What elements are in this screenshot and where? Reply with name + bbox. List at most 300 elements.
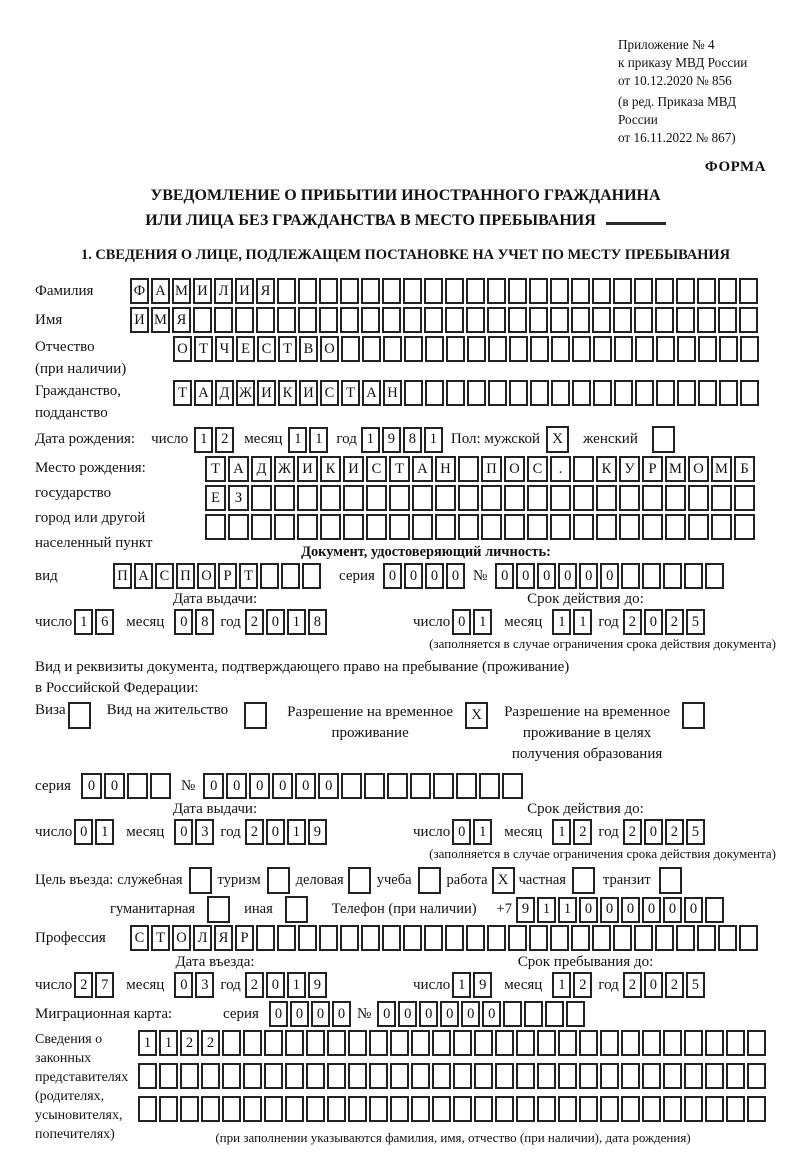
form-cell[interactable] (481, 485, 502, 511)
form-cell[interactable]: И (299, 380, 318, 406)
form-cell[interactable]: 0 (272, 773, 293, 799)
form-cell[interactable]: 9 (473, 972, 492, 998)
form-cell[interactable] (504, 485, 525, 511)
form-cell[interactable] (425, 380, 444, 406)
form-cell[interactable] (458, 514, 479, 540)
form-cell[interactable]: У (619, 456, 640, 482)
form-cell[interactable] (474, 1030, 493, 1056)
form-cell[interactable]: 2 (74, 972, 93, 998)
form-cell[interactable]: Е (205, 485, 226, 511)
form-cell[interactable]: 0 (404, 563, 423, 589)
form-cell[interactable] (705, 1096, 724, 1122)
form-cell[interactable] (274, 514, 295, 540)
form-cell[interactable] (571, 925, 590, 951)
form-cell[interactable] (719, 380, 738, 406)
sex-female-checkbox[interactable] (652, 426, 675, 453)
form-cell[interactable] (433, 773, 454, 799)
form-cell[interactable] (747, 1030, 766, 1056)
form-cell[interactable]: О (172, 925, 191, 951)
form-cell[interactable]: 0 (295, 773, 316, 799)
form-cell[interactable] (635, 380, 654, 406)
form-cell[interactable] (747, 1063, 766, 1089)
form-cell[interactable]: С (130, 925, 149, 951)
form-cell[interactable] (306, 1096, 325, 1122)
form-cell[interactable] (382, 925, 401, 951)
form-cell[interactable]: П (176, 563, 195, 589)
form-cell[interactable]: С (366, 456, 387, 482)
form-cell[interactable]: А (412, 456, 433, 482)
form-cell[interactable]: Я (214, 925, 233, 951)
form-cell[interactable] (285, 1096, 304, 1122)
form-cell[interactable] (697, 925, 716, 951)
form-cell[interactable]: 1 (452, 972, 471, 998)
form-cell[interactable]: Д (251, 456, 272, 482)
form-cell[interactable] (487, 925, 506, 951)
form-cell[interactable] (446, 336, 465, 362)
form-cell[interactable] (235, 307, 254, 333)
form-cell[interactable] (285, 1030, 304, 1056)
form-cell[interactable] (509, 380, 528, 406)
form-cell[interactable]: 1 (361, 427, 380, 453)
form-cell[interactable]: 2 (215, 427, 234, 453)
form-cell[interactable] (642, 1030, 661, 1056)
form-cell[interactable]: 0 (174, 819, 193, 845)
form-cell[interactable] (369, 1096, 388, 1122)
form-cell[interactable] (425, 336, 444, 362)
form-cell[interactable]: 1 (194, 427, 213, 453)
form-cell[interactable]: Я (256, 278, 275, 304)
form-cell[interactable] (390, 1063, 409, 1089)
form-cell[interactable]: 0 (81, 773, 102, 799)
form-cell[interactable] (537, 1030, 556, 1056)
form-cell[interactable] (600, 1030, 619, 1056)
form-cell[interactable] (327, 1063, 346, 1089)
form-cell[interactable] (435, 514, 456, 540)
form-cell[interactable] (298, 925, 317, 951)
form-cell[interactable] (340, 307, 359, 333)
form-cell[interactable]: 0 (440, 1001, 459, 1027)
form-cell[interactable] (274, 485, 295, 511)
form-cell[interactable]: 0 (266, 972, 285, 998)
form-cell[interactable] (502, 773, 523, 799)
form-cell[interactable]: 3 (195, 972, 214, 998)
form-cell[interactable] (383, 336, 402, 362)
form-cell[interactable]: Б (734, 456, 755, 482)
form-cell[interactable] (688, 514, 709, 540)
form-cell[interactable] (453, 1096, 472, 1122)
form-cell[interactable] (341, 336, 360, 362)
form-cell[interactable] (551, 380, 570, 406)
form-cell[interactable]: П (481, 456, 502, 482)
form-cell[interactable] (516, 1096, 535, 1122)
form-cell[interactable] (404, 380, 423, 406)
form-cell[interactable]: 0 (383, 563, 402, 589)
form-cell[interactable] (550, 514, 571, 540)
form-cell[interactable]: Р (235, 925, 254, 951)
form-cell[interactable]: 1 (138, 1030, 157, 1056)
form-cell[interactable]: 6 (95, 609, 114, 635)
form-cell[interactable] (411, 1030, 430, 1056)
form-cell[interactable]: 0 (644, 819, 663, 845)
form-cell[interactable]: 8 (308, 609, 327, 635)
form-cell[interactable] (348, 1096, 367, 1122)
form-cell[interactable]: 0 (377, 1001, 396, 1027)
form-cell[interactable] (551, 336, 570, 362)
form-cell[interactable] (432, 1063, 451, 1089)
form-cell[interactable] (343, 514, 364, 540)
form-cell[interactable] (719, 336, 738, 362)
form-cell[interactable] (481, 514, 502, 540)
form-cell[interactable] (264, 1030, 283, 1056)
form-cell[interactable]: 0 (266, 609, 285, 635)
form-cell[interactable] (366, 485, 387, 511)
form-cell[interactable] (579, 1096, 598, 1122)
form-cell[interactable] (688, 485, 709, 511)
form-cell[interactable]: 2 (245, 972, 264, 998)
form-cell[interactable] (341, 773, 362, 799)
form-cell[interactable] (509, 336, 528, 362)
form-cell[interactable] (530, 336, 549, 362)
form-cell[interactable]: 2 (665, 609, 684, 635)
form-cell[interactable] (348, 1030, 367, 1056)
form-cell[interactable] (634, 278, 653, 304)
form-cell[interactable] (327, 1030, 346, 1056)
form-cell[interactable] (390, 1030, 409, 1056)
form-cell[interactable] (214, 307, 233, 333)
form-cell[interactable]: М (151, 307, 170, 333)
form-cell[interactable]: М (172, 278, 191, 304)
purpose-private-checkbox[interactable] (572, 867, 595, 894)
form-cell[interactable] (545, 1001, 564, 1027)
form-cell[interactable] (488, 380, 507, 406)
form-cell[interactable] (369, 1063, 388, 1089)
form-cell[interactable]: 1 (287, 819, 306, 845)
form-cell[interactable] (366, 514, 387, 540)
form-cell[interactable]: 2 (201, 1030, 220, 1056)
form-cell[interactable] (432, 1030, 451, 1056)
form-cell[interactable] (508, 925, 527, 951)
form-cell[interactable]: 0 (398, 1001, 417, 1027)
form-cell[interactable]: Д (215, 380, 234, 406)
form-cell[interactable] (348, 1063, 367, 1089)
form-cell[interactable] (256, 307, 275, 333)
form-cell[interactable]: 2 (573, 972, 592, 998)
form-cell[interactable] (705, 1030, 724, 1056)
form-cell[interactable] (411, 1063, 430, 1089)
form-cell[interactable] (508, 278, 527, 304)
form-cell[interactable] (467, 336, 486, 362)
form-cell[interactable] (382, 278, 401, 304)
form-cell[interactable]: 1 (552, 972, 571, 998)
form-cell[interactable] (302, 563, 321, 589)
form-cell[interactable] (205, 514, 226, 540)
form-cell[interactable] (403, 278, 422, 304)
form-cell[interactable]: Р (218, 563, 237, 589)
form-cell[interactable]: 1 (74, 609, 93, 635)
form-cell[interactable] (572, 336, 591, 362)
form-cell[interactable]: И (235, 278, 254, 304)
form-cell[interactable] (411, 1096, 430, 1122)
form-cell[interactable]: С (527, 456, 548, 482)
form-cell[interactable]: 1 (573, 609, 592, 635)
form-cell[interactable] (596, 514, 617, 540)
form-cell[interactable] (138, 1096, 157, 1122)
form-cell[interactable] (201, 1096, 220, 1122)
form-cell[interactable] (297, 485, 318, 511)
form-cell[interactable]: И (193, 278, 212, 304)
form-cell[interactable] (495, 1030, 514, 1056)
form-cell[interactable] (222, 1096, 241, 1122)
form-cell[interactable] (663, 1063, 682, 1089)
form-cell[interactable]: 9 (308, 819, 327, 845)
form-cell[interactable] (306, 1063, 325, 1089)
form-cell[interactable] (412, 514, 433, 540)
form-cell[interactable] (297, 514, 318, 540)
form-cell[interactable] (340, 278, 359, 304)
form-cell[interactable] (193, 307, 212, 333)
form-cell[interactable] (404, 336, 423, 362)
form-cell[interactable] (530, 380, 549, 406)
form-cell[interactable] (537, 1063, 556, 1089)
form-cell[interactable] (251, 514, 272, 540)
form-cell[interactable] (285, 1063, 304, 1089)
form-cell[interactable] (740, 380, 759, 406)
form-cell[interactable] (684, 563, 703, 589)
form-cell[interactable] (264, 1063, 283, 1089)
form-cell[interactable] (572, 380, 591, 406)
form-cell[interactable]: 0 (174, 972, 193, 998)
form-cell[interactable] (487, 278, 506, 304)
form-cell[interactable] (621, 1096, 640, 1122)
form-cell[interactable] (479, 773, 500, 799)
form-cell[interactable]: С (257, 336, 276, 362)
form-cell[interactable]: Т (239, 563, 258, 589)
form-cell[interactable]: 0 (266, 819, 285, 845)
form-cell[interactable] (558, 1096, 577, 1122)
form-cell[interactable] (634, 307, 653, 333)
form-cell[interactable] (621, 563, 640, 589)
visa-checkbox[interactable] (68, 702, 91, 729)
form-cell[interactable] (495, 1096, 514, 1122)
form-cell[interactable] (281, 563, 300, 589)
form-cell[interactable]: 0 (290, 1001, 309, 1027)
form-cell[interactable] (705, 1063, 724, 1089)
form-cell[interactable] (403, 925, 422, 951)
form-cell[interactable]: К (596, 456, 617, 482)
form-cell[interactable] (369, 1030, 388, 1056)
form-cell[interactable]: М (665, 456, 686, 482)
form-cell[interactable] (458, 456, 479, 482)
form-cell[interactable] (734, 485, 755, 511)
form-cell[interactable] (726, 1096, 745, 1122)
form-cell[interactable]: 0 (446, 563, 465, 589)
form-cell[interactable] (361, 307, 380, 333)
sex-male-checkbox[interactable]: X (546, 426, 569, 453)
purpose-work-checkbox[interactable]: X (492, 867, 515, 894)
form-cell[interactable] (718, 307, 737, 333)
form-cell[interactable] (600, 1096, 619, 1122)
form-cell[interactable] (571, 307, 590, 333)
form-cell[interactable] (663, 1030, 682, 1056)
form-cell[interactable] (327, 1096, 346, 1122)
form-cell[interactable] (655, 925, 674, 951)
form-cell[interactable]: 0 (311, 1001, 330, 1027)
form-cell[interactable]: 0 (644, 972, 663, 998)
form-cell[interactable]: И (130, 307, 149, 333)
form-cell[interactable]: 0 (579, 897, 598, 923)
form-cell[interactable] (684, 1063, 703, 1089)
form-cell[interactable] (527, 485, 548, 511)
form-cell[interactable]: 0 (249, 773, 270, 799)
form-cell[interactable] (453, 1063, 472, 1089)
form-cell[interactable] (527, 514, 548, 540)
form-cell[interactable] (159, 1096, 178, 1122)
form-cell[interactable] (382, 307, 401, 333)
form-cell[interactable] (739, 307, 758, 333)
form-cell[interactable] (466, 307, 485, 333)
form-cell[interactable] (642, 1096, 661, 1122)
form-cell[interactable]: Ж (236, 380, 255, 406)
form-cell[interactable]: 0 (621, 897, 640, 923)
form-cell[interactable] (705, 897, 724, 923)
form-cell[interactable] (424, 278, 443, 304)
form-cell[interactable]: 0 (600, 897, 619, 923)
form-cell[interactable] (435, 485, 456, 511)
purpose-official-checkbox[interactable] (189, 867, 212, 894)
form-cell[interactable] (537, 1096, 556, 1122)
form-cell[interactable] (474, 1063, 493, 1089)
form-cell[interactable]: 0 (516, 563, 535, 589)
form-cell[interactable] (201, 1063, 220, 1089)
form-cell[interactable] (655, 307, 674, 333)
form-cell[interactable] (319, 925, 338, 951)
form-cell[interactable]: 0 (495, 563, 514, 589)
form-cell[interactable] (593, 380, 612, 406)
form-cell[interactable] (138, 1063, 157, 1089)
form-cell[interactable] (614, 380, 633, 406)
form-cell[interactable] (228, 514, 249, 540)
form-cell[interactable]: Т (151, 925, 170, 951)
form-cell[interactable] (635, 336, 654, 362)
form-cell[interactable] (298, 307, 317, 333)
form-cell[interactable]: 5 (686, 972, 705, 998)
form-cell[interactable] (665, 485, 686, 511)
form-cell[interactable]: 1 (558, 897, 577, 923)
form-cell[interactable] (264, 1096, 283, 1122)
form-cell[interactable]: А (134, 563, 153, 589)
form-cell[interactable] (361, 278, 380, 304)
form-cell[interactable]: 2 (623, 972, 642, 998)
form-cell[interactable]: К (320, 456, 341, 482)
form-cell[interactable]: 2 (665, 972, 684, 998)
form-cell[interactable]: 0 (74, 819, 93, 845)
form-cell[interactable] (340, 925, 359, 951)
form-cell[interactable] (343, 485, 364, 511)
form-cell[interactable] (445, 278, 464, 304)
form-cell[interactable] (726, 1030, 745, 1056)
form-cell[interactable] (403, 307, 422, 333)
form-cell[interactable]: 1 (309, 427, 328, 453)
form-cell[interactable] (614, 336, 633, 362)
form-cell[interactable]: Т (389, 456, 410, 482)
form-cell[interactable]: 0 (461, 1001, 480, 1027)
form-cell[interactable]: П (113, 563, 132, 589)
form-cell[interactable] (277, 278, 296, 304)
form-cell[interactable] (222, 1063, 241, 1089)
form-cell[interactable] (613, 925, 632, 951)
form-cell[interactable] (256, 925, 275, 951)
form-cell[interactable]: 1 (287, 609, 306, 635)
form-cell[interactable]: 0 (684, 897, 703, 923)
form-cell[interactable] (698, 380, 717, 406)
form-cell[interactable] (446, 380, 465, 406)
form-cell[interactable] (524, 1001, 543, 1027)
form-cell[interactable]: 0 (174, 609, 193, 635)
form-cell[interactable] (739, 925, 758, 951)
form-cell[interactable] (251, 485, 272, 511)
form-cell[interactable] (663, 1096, 682, 1122)
form-cell[interactable] (389, 485, 410, 511)
form-cell[interactable]: Т (173, 380, 192, 406)
form-cell[interactable] (676, 307, 695, 333)
form-cell[interactable] (529, 925, 548, 951)
form-cell[interactable] (516, 1063, 535, 1089)
form-cell[interactable]: Л (193, 925, 212, 951)
form-cell[interactable]: 1 (287, 972, 306, 998)
form-cell[interactable] (718, 925, 737, 951)
form-cell[interactable] (656, 380, 675, 406)
form-cell[interactable] (573, 485, 594, 511)
form-cell[interactable]: 0 (203, 773, 224, 799)
form-cell[interactable] (488, 336, 507, 362)
form-cell[interactable]: Ж (274, 456, 295, 482)
form-cell[interactable]: М (711, 456, 732, 482)
form-cell[interactable]: 1 (424, 427, 443, 453)
form-cell[interactable] (593, 336, 612, 362)
form-cell[interactable] (558, 1030, 577, 1056)
form-cell[interactable]: 9 (308, 972, 327, 998)
form-cell[interactable] (320, 514, 341, 540)
form-cell[interactable] (655, 278, 674, 304)
form-cell[interactable] (412, 485, 433, 511)
form-cell[interactable]: 0 (663, 897, 682, 923)
form-cell[interactable] (453, 1030, 472, 1056)
purpose-business-checkbox[interactable] (348, 867, 371, 894)
form-cell[interactable] (592, 925, 611, 951)
form-cell[interactable] (277, 925, 296, 951)
form-cell[interactable] (677, 380, 696, 406)
form-cell[interactable] (516, 1030, 535, 1056)
form-cell[interactable] (306, 1030, 325, 1056)
form-cell[interactable]: 1 (288, 427, 307, 453)
form-cell[interactable] (550, 485, 571, 511)
form-cell[interactable] (571, 278, 590, 304)
form-cell[interactable]: 8 (195, 609, 214, 635)
form-cell[interactable] (558, 1063, 577, 1089)
form-cell[interactable]: Л (214, 278, 233, 304)
form-cell[interactable] (150, 773, 171, 799)
form-cell[interactable]: О (320, 336, 339, 362)
form-cell[interactable] (529, 307, 548, 333)
form-cell[interactable]: 0 (537, 563, 556, 589)
form-cell[interactable] (656, 336, 675, 362)
form-cell[interactable] (424, 925, 443, 951)
form-cell[interactable]: Т (194, 336, 213, 362)
form-cell[interactable]: 0 (579, 563, 598, 589)
form-cell[interactable] (698, 336, 717, 362)
form-cell[interactable] (596, 485, 617, 511)
form-cell[interactable]: О (173, 336, 192, 362)
